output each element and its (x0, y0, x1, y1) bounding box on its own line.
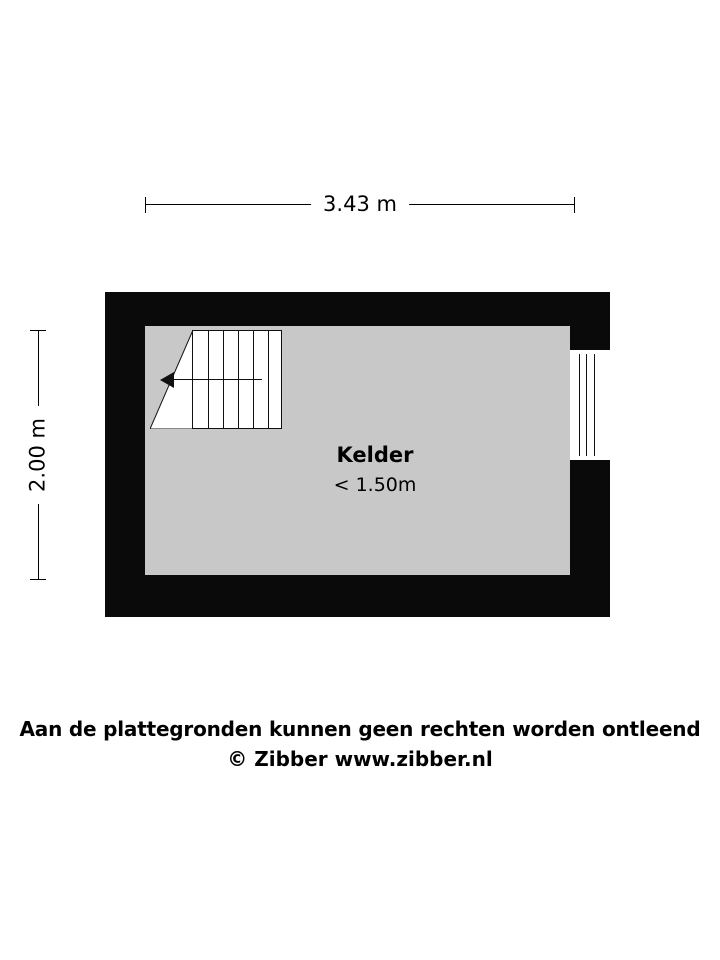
window-pane-icon (579, 354, 595, 456)
room-area: < 1.50m (333, 474, 417, 496)
dimension-width-label: 3.43 m (311, 190, 409, 219)
stair-tread (268, 331, 269, 428)
window-opening (570, 350, 610, 460)
dimension-width-cap-right (574, 197, 575, 213)
dimension-height-cap-bottom (30, 579, 46, 580)
footer-copyright: © Zibber www.zibber.nl (227, 747, 493, 771)
dimension-height-label: 2.00 m (24, 406, 53, 504)
staircase-icon (150, 330, 282, 429)
room-name: Kelder (336, 443, 414, 467)
left-arrow-icon (160, 372, 174, 388)
floor-plan (105, 292, 610, 617)
footer-disclaimer: Aan de plattegronden kunnen geen rechten worden ontleend (19, 717, 701, 741)
dimension-height (8, 330, 68, 580)
room-label-kelder (280, 440, 470, 500)
dimension-width (145, 190, 575, 220)
dimension-width-cap-left (145, 197, 146, 213)
dimension-height-cap-top (30, 330, 46, 331)
stair-direction-line (162, 379, 262, 380)
footer (0, 714, 720, 774)
